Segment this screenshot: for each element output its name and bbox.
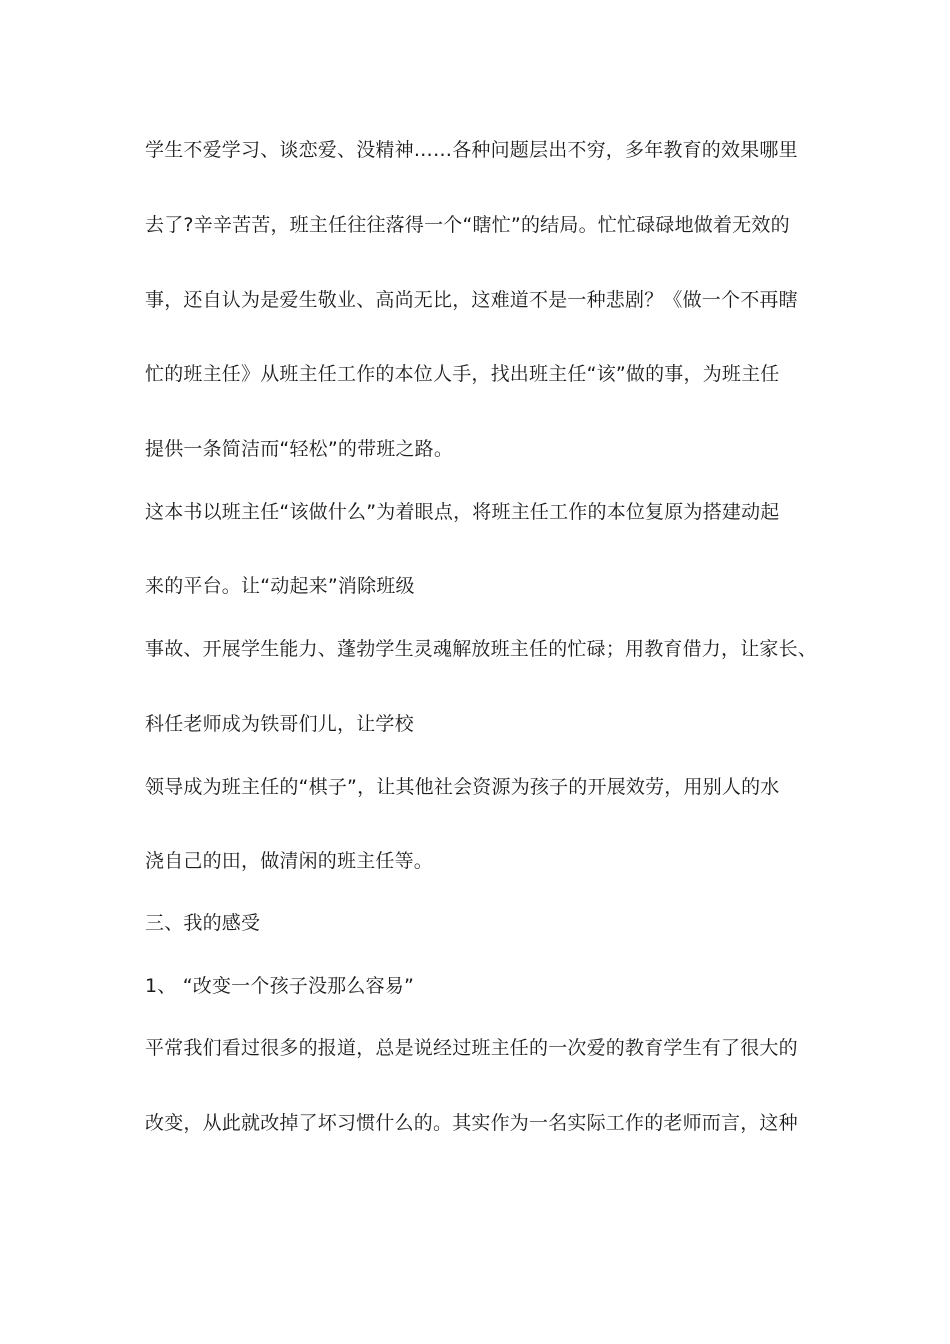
text-line: 浇自己的田，做清闲的班主任等。: [145, 850, 434, 872]
text-line: 学生不爱学习、谈恋爱、没精神……各种问题层出不穷，多年教育的效果哪里: [145, 139, 798, 161]
text-line: 去了?辛辛苦苦，班主任往往落得一个“瞎忙”的结局。忙忙碌碌地做着无效的: [145, 214, 790, 236]
text-line: 这本书以班主任“该做什么”为着眼点，将班主任工作的本位复原为搭建动起: [145, 501, 780, 523]
text-line: 提供一条简洁而“轻松”的带班之路。: [145, 438, 454, 460]
text-line: 忙的班主任》从班主任工作的本位人手，找出班主任“该”做的事，为班主任: [145, 363, 780, 385]
subsection-heading: 1、 “改变一个孩子没那么容易”: [145, 975, 415, 997]
text-line: 科任老师成为铁哥们儿，让学校: [145, 713, 414, 735]
text-line: 来的平台。让“动起来”消除班级: [145, 575, 415, 597]
text-line: 改变，从此就改掉了坏习惯什么的。其实作为一名实际工作的老师而言，这种: [145, 1112, 798, 1134]
text-line: 平常我们看过很多的报道，总是说经过班主任的一次爱的教育学生有了很大的: [145, 1037, 798, 1059]
section-heading: 三、我的感受: [145, 912, 261, 934]
text-line: 事故、开展学生能力、蓬勃学生灵魂解放班主任的忙碌；用教育借力，让家长、: [145, 638, 818, 660]
text-line: 领导成为班主任的“棋子”，让其他社会资源为孩子的开展效劳，用别人的水: [145, 776, 780, 798]
text-line: 事，还自认为是爱生敬业、高尚无比，这难道不是一种悲剧？《做一个不再瞎: [145, 289, 798, 311]
